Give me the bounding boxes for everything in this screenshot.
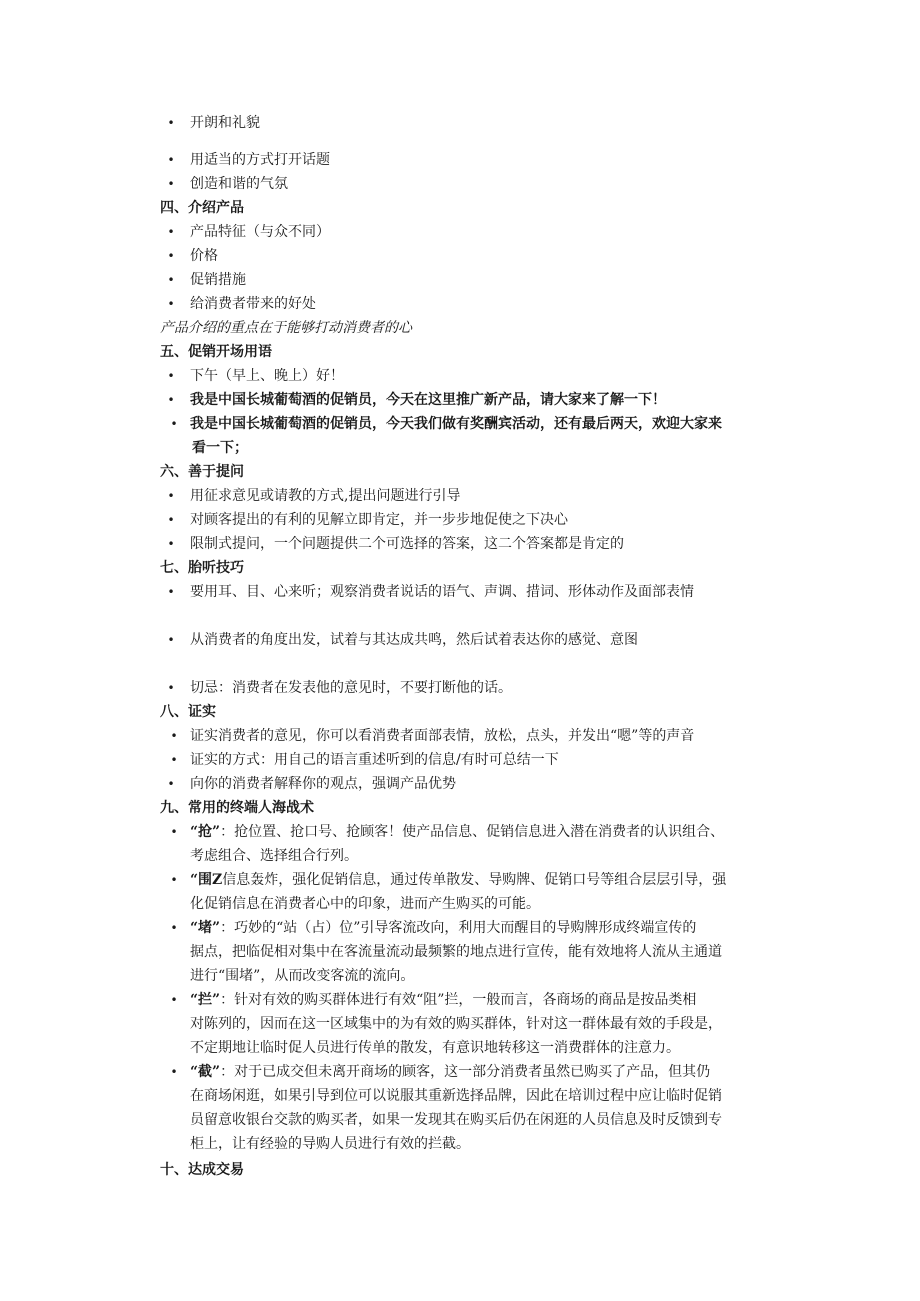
bullet-icon: • — [167, 513, 175, 527]
bullet-icon: • — [170, 993, 178, 1007]
item-text: 从消费者的角度出发，试着与其达成共鸣，然后试着表达你的感觉、意图 — [190, 632, 638, 648]
bullet-icon: • — [167, 393, 175, 407]
bullet-icon: • — [167, 537, 175, 551]
heading-text: 四、介绍产品 — [160, 200, 244, 216]
paragraph-line: 不定期地让临时促人员进行传单的散发，有意识地转移这一消费群体的注意力。 — [190, 1040, 680, 1056]
bullet-icon: • — [170, 873, 178, 887]
item-lead: “截” — [190, 1064, 221, 1080]
heading-text: 八、证实 — [160, 704, 216, 720]
item-text: 证实的方式：用自己的语言重述听到的信息/有时可总结一下 — [190, 752, 559, 768]
item-text: 要用耳、目、心来听；观察消费者说话的语气、声调、措词、形体动作及面部表情 — [190, 584, 694, 600]
item-lead: “抢” — [190, 824, 221, 840]
paragraph-line — [190, 916, 786, 940]
item-text: 向你的消费者解释你的观点，强调产品优势 — [190, 776, 456, 792]
item-text: 促销措施 — [190, 272, 246, 288]
paragraph-line: 柜上，让有经验的导购人员进行有效的拦截。 — [190, 1136, 470, 1152]
paragraph-line: 对陈列的，因而在这一区域集中的为有效的购买群体，针对这一群体最有效的手段是， — [190, 1016, 722, 1032]
item-lead: “围Z — [190, 872, 223, 888]
bullet-icon: • — [170, 729, 178, 743]
item-text: 用征求意见或请教的方式,提出问题进行引导 — [190, 488, 461, 504]
paragraph-line: 据点，把临促相对集中在客流量流动最频繁的地点进行宣传，能有效地将人流从主通道 — [190, 944, 722, 960]
item-paragraph — [190, 988, 786, 1060]
item-text: 信息轰炸，强化促销信息，通过传单散发、导购牌、促销口号等组合层层引导，强 — [222, 872, 727, 888]
item-text: 创造和谐的气氛 — [190, 176, 288, 192]
heading-text: 九、常用的终端人海战术 — [160, 800, 314, 816]
bullet-icon: • — [167, 489, 175, 503]
paragraph-line — [190, 1060, 786, 1084]
heading-text: 七、胎听技巧 — [160, 560, 244, 576]
bullet-icon: • — [170, 417, 178, 431]
heading-text: 五、促销开场用语 — [160, 344, 272, 360]
item-text: 看一下； — [192, 440, 248, 456]
bullet-icon: • — [167, 273, 175, 287]
bullet-icon: • — [167, 249, 175, 263]
bullet-icon: • — [167, 153, 175, 167]
item-text: 证实消费者的意见，你可以看消费者面部表情，放松，点头，并发出“嗯”等的声音 — [190, 728, 695, 744]
bullet-icon: • — [170, 753, 178, 767]
item-text: 切忌：消费者在发表他的意见时，不要打断他的话。 — [190, 680, 512, 696]
paragraph-line: 考虑组合、选择组合行列。 — [190, 848, 358, 864]
item-text: 用适当的方式打开话题 — [190, 152, 330, 168]
item-text: 开朗和礼貌 — [190, 115, 260, 131]
item-text: 给消费者带来的好处 — [190, 296, 316, 312]
paragraph-line: 化促销信息在消费者心中的印象，进而产生购买的可能。 — [190, 896, 540, 912]
item-paragraph — [190, 916, 786, 988]
paragraph-line — [190, 820, 786, 844]
item-text: 对顾客提出的有利的见解立即肯定，并一步步地促使之下决心 — [190, 512, 568, 528]
item-text: 价格 — [190, 248, 218, 264]
bullet-icon: • — [167, 633, 175, 647]
bullet-icon: • — [170, 921, 178, 935]
item-text: ：巧妙的“站（占）位”引导客流改向，利用大而醒目的导购牌形成终端宣传的 — [220, 920, 697, 936]
paragraph-line — [190, 868, 786, 892]
heading-text: 六、善于提问 — [160, 464, 244, 480]
item-text: 我是中国长城葡萄酒的促销员，今天我们做有奖酬宾活动，还有最后两天，欢迎大家来 — [190, 416, 722, 432]
item-paragraph — [190, 1060, 786, 1156]
bullet-icon: • — [167, 777, 175, 791]
bullet-icon: • — [170, 1065, 178, 1079]
item-text: ：抢位置、抢口号、抢顾客！使产品信息、促销信息进入潜在消费者的认识组合、 — [220, 824, 725, 840]
paragraph-line: 员留意收银台交款的购买者，如果一发现其在购买后仍在闲逛的人员信息及时反馈到专 — [190, 1112, 722, 1128]
bullet-icon: • — [167, 369, 175, 383]
item-lead: “堵” — [190, 920, 221, 936]
item-text: 限制式提问，一个问题提供二个可选择的答案，这二个答案都是肯定的 — [190, 536, 624, 552]
item-text: ：对于已成交但未离开商场的顾客，这一部分消费者虽然已购买了产品，但其仍 — [220, 1064, 711, 1080]
item-text: 产品特征（与众不同） — [190, 224, 330, 240]
bullet-icon: • — [167, 225, 175, 239]
item-text: ：针对有效的购买群体进行有效“阻”拦，一般而言，各商场的商品是按品类相 — [220, 992, 697, 1008]
item-text: 下午（早上、晚上）好！ — [190, 368, 344, 384]
bullet-icon: • — [170, 825, 178, 839]
paragraph-line — [190, 988, 786, 1012]
bullet-icon: • — [167, 297, 175, 311]
bullet-icon: • — [167, 681, 175, 695]
note-text: 产品介绍的重点在于能够打动消费者的心 — [160, 320, 412, 336]
item-text: 我是中国长城葡萄酒的促销员，今天在这里推广新产品，请大家来了解一下！ — [190, 392, 666, 408]
bullet-icon: • — [167, 177, 175, 191]
item-paragraph — [190, 820, 786, 868]
item-paragraph — [190, 868, 786, 916]
heading-text: 十、达成交易 — [160, 1162, 244, 1178]
bullet-icon: • — [167, 116, 175, 130]
paragraph-line: 在商场闲逛，如果引导到位可以说服其重新选择品牌，因此在培训过程中应让临时促销 — [190, 1088, 722, 1104]
bullet-icon: • — [167, 585, 175, 599]
paragraph-line: 进行“围堵”，从而改变客流的流向。 — [190, 968, 415, 984]
item-lead: “拦” — [190, 992, 221, 1008]
